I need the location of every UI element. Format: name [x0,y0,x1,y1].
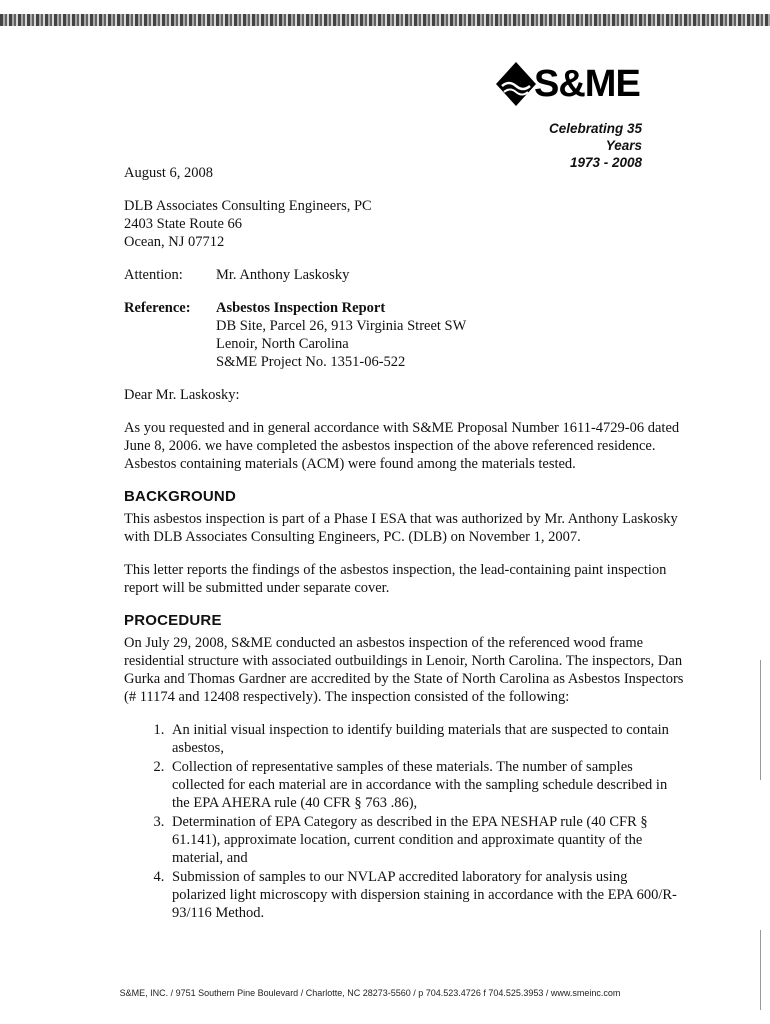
reference-line: DB Site, Parcel 26, 913 Virginia Street SW [216,318,467,334]
reference-title: Asbestos Inspection Report [216,300,386,316]
letter-body [124,164,684,923]
list-item: 1. An initial visual inspection to identify building materials that are suspected to contain asbestos, [168,721,684,757]
list-item: 2. Collection of representative samples of these materials. The number of samples collected for each material are in accordance with the sampling schedule described in the EPA AHERA rule (40 CFR § 763 .86), [168,758,684,812]
background-paragraph-2: This letter reports the findings of the asbestos inspection, the lead-containing paint inspection report will be submitted under separate cover. [124,562,667,596]
reference-line: Lenoir, North Carolina [216,336,349,352]
procedure-heading: PROCEDURE [124,612,222,629]
attention-line [124,266,684,284]
company-logo-icon [494,60,538,108]
reference-block [124,299,684,371]
list-item: 3. Determination of EPA Category as described in the EPA NESHAP rule (40 CFR § 61.141), approximate location, current condition and approximate quantity of the material, and [168,813,684,867]
attention-label: Attention: [124,267,183,283]
list-item: 4. Submission of samples to our NVLAP accredited laboratory for analysis using polarized light microscopy with dispersion staining in accordance with the EPA 600/R-93/116 Method. [168,868,684,922]
letter-date: August 6, 2008 [124,165,214,181]
letterhead-footer: S&ME, INC. / 9751 Southern Pine Boulevard / Charlotte, NC 28273-5560 / p 704.523.4726 f 704.525.3953 / www.smeinc.com [119,988,621,998]
reference-lines [216,299,684,371]
intro-paragraph: As you requested and in general accordance with S&ME Proposal Number 1611-4729-06 dated June 8, 2006. we have completed the asbestos inspection of the above referenced residence. Asbestos containing materials (ACM) were found among the materials tested. [124,420,680,472]
salutation: Dear Mr. Laskosky: [124,387,240,403]
anniversary-line-1: Celebrating 35 Years [548,121,642,153]
reference-label: Reference: [124,300,191,316]
recipient-line: Ocean, NJ 07712 [124,234,225,250]
background-paragraph-1: This asbestos inspection is part of a Phase I ESA that was authorized by Mr. Anthony Laskosky with DLB Associates Consulting Engineers, PC. (DLB) on November 1, 2007. [124,511,678,545]
procedure-paragraph: On July 29, 2008, S&ME conducted an asbestos inspection of the referenced wood frame residential structure with associated outbuildings in Lenoir, North Carolina. The inspectors, Dan Gurka and Thomas Gardner are accredited by the State of North Carolina as Asbestos Inspectors (# 11174 and 12408 respectively). The inspection consisted of the following: [124,635,684,705]
recipient-line: DLB Associates Consulting Engineers, PC [124,198,372,214]
scan-artifact-band [0,14,770,26]
attention-value: Mr. Anthony Laskosky [216,267,350,283]
anniversary-line-2: 1973 - 2008 [569,155,642,170]
background-heading: BACKGROUND [124,488,236,505]
recipient-address [124,197,684,251]
reference-line: S&ME Project No. 1351-06-522 [216,354,406,370]
company-logo-text: S&ME [534,63,640,105]
scan-margin-mark [760,660,761,780]
company-logo [494,60,684,112]
scan-margin-mark [760,930,761,1010]
recipient-line: 2403 State Route 66 [124,216,243,232]
procedure-list [124,721,684,922]
